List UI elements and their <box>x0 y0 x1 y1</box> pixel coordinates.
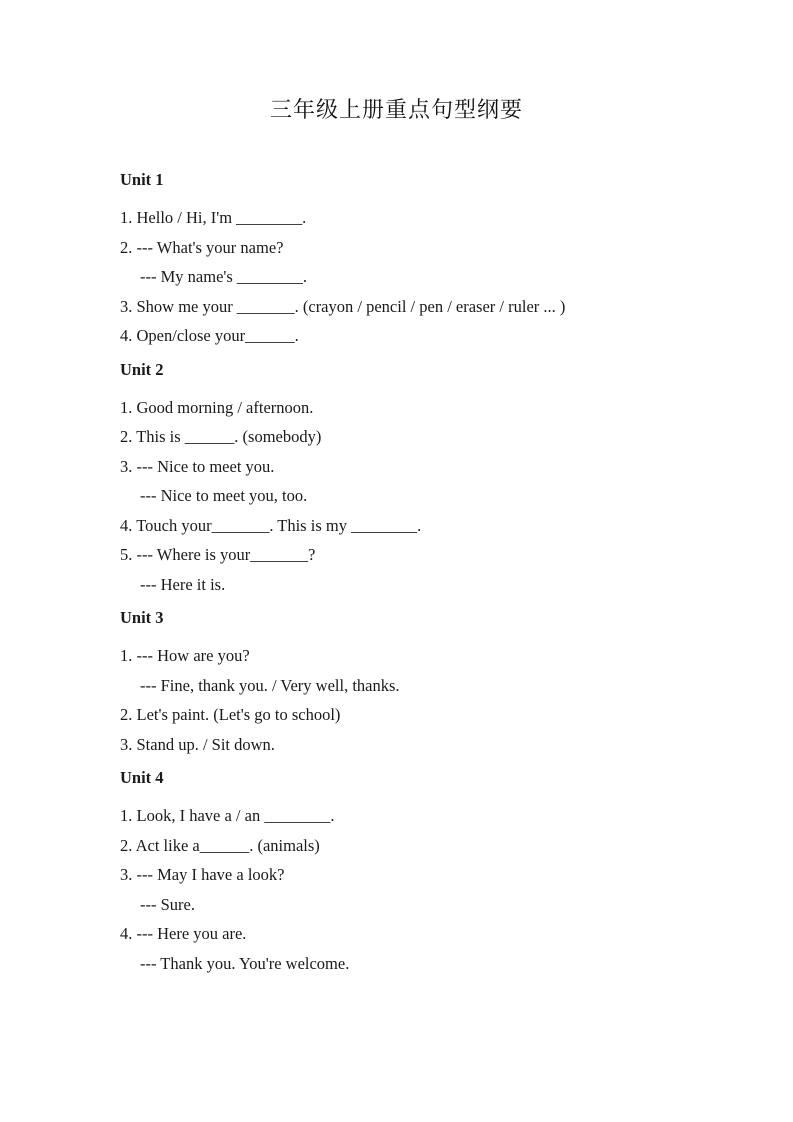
unit-heading: Unit 1 <box>120 170 164 189</box>
unit-heading: Unit 4 <box>120 768 164 787</box>
unit-section <box>120 357 680 600</box>
sentence-line: 4. Touch your_______. This is my ________. <box>120 515 422 535</box>
sentence-line: --- Fine, thank you. / Very well, thanks. <box>140 675 400 695</box>
unit-section <box>120 605 680 759</box>
sentence-line: 3. Show me your _______. (crayon / pencil / pen / eraser / ruler ... ) <box>120 296 566 316</box>
page-title: 三年级上册重点句型纲要 <box>269 98 523 123</box>
sentence-line: 3. --- May I have a look? <box>120 865 285 884</box>
unit-heading: Unit 2 <box>120 359 164 379</box>
sentence-line: 5. --- Where is your_______? <box>120 545 316 564</box>
sentence-line: 2. Act like a______. (animals) <box>120 835 320 855</box>
unit-heading: Unit 3 <box>120 608 164 627</box>
sentence-line: 2. Let's paint. (Let's go to school) <box>120 705 341 724</box>
sentence-line: --- Here it is. <box>140 574 226 594</box>
sentence-line: --- Nice to meet you, too. <box>140 486 308 505</box>
sentence-line: 1. Look, I have a / an ________. <box>120 806 335 825</box>
sentence-line: 3. Stand up. / Sit down. <box>120 734 275 754</box>
unit-section <box>120 765 680 978</box>
sentence-line: 4. --- Here you are. <box>120 924 247 943</box>
sentence-line: 1. Good morning / afternoon. <box>120 397 314 417</box>
sentence-line: 4. Open/close your______. <box>120 326 299 345</box>
sentence-line: 1. Hello / Hi, I'm ________. <box>120 208 307 227</box>
sentence-line: --- Thank you. You're welcome. <box>140 953 350 973</box>
sentence-line: 3. --- Nice to meet you. <box>120 456 275 476</box>
sentence-line: --- My name's ________. <box>140 267 308 286</box>
sentence-line: 2. This is ______. (somebody) <box>120 427 322 446</box>
sentence-line: 2. --- What's your name? <box>120 237 284 257</box>
document-body <box>120 167 680 978</box>
unit-section <box>120 167 680 351</box>
sentence-line: 1. --- How are you? <box>120 646 250 665</box>
sentence-line: --- Sure. <box>140 894 195 914</box>
